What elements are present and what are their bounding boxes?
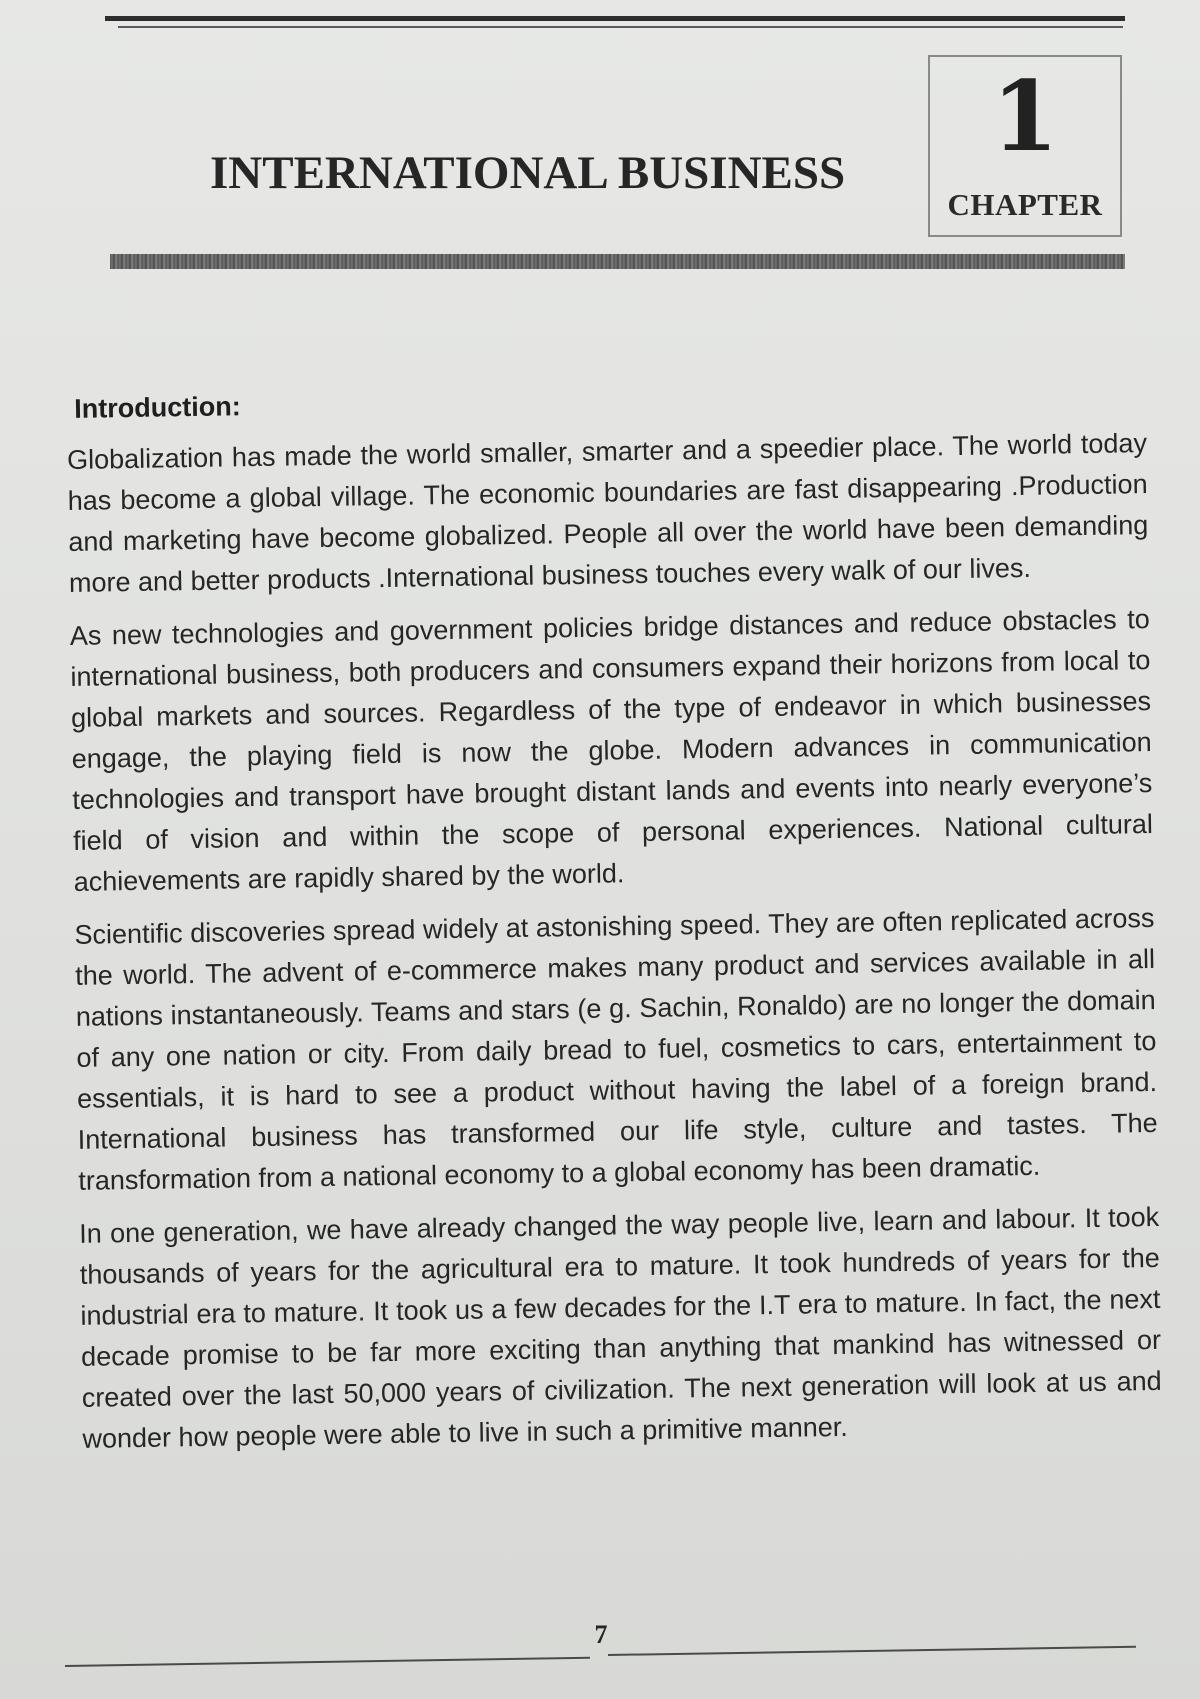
- top-rule-secondary: [118, 26, 1123, 28]
- chapter-label: CHAPTER: [947, 187, 1103, 222]
- paragraph: In one generation, we have already changed the way people live, learn and labour. It took thousands of years for the agricultural era to mature. It took hundreds of years for the industrial era to mature. It took us a few decades for the I.T era to mature. In fact, the next decade promise to be far more exciting than anything that mankind has witnessed or created over the last 50,000 years of civilization. The next generation will look at us and wonder how people were able to live in such a primitive manner.: [78, 1201, 1162, 1454]
- top-rule: [105, 16, 1125, 21]
- page-content: [66, 375, 1163, 1472]
- paragraph: Globalization has made the world smaller, smarter and a speedier place. The world today has become a global village. The economic boundaries are fast disappearing .Production and marketing have become globalized. People all over the world have been demanding more and better products .International business touches every walk of our lives.: [66, 428, 1149, 598]
- chapter-number: 1: [991, 60, 1059, 173]
- footer-rule-right: [608, 1646, 1136, 1656]
- heading-divider-bar: [110, 254, 1125, 269]
- page-number: 7: [594, 1620, 608, 1649]
- paragraph: Scientific discoveries spread widely at astonishing speed. They are often replicated across the world. The advent of e-commerce makes many product and services available in all nations instantaneously. Teams and stars (e g. Sachin, Ronaldo) are no longer the domain of any one nation or city. From daily bread to fuel, cosmetics to cars, entertainment to essentials, it is hard to see a product without having the label of a foreign brand. International business has transformed our life style, culture and tastes. The transformation from a national economy to a global economy has been dramatic.: [74, 902, 1158, 1196]
- paragraph: As new technologies and government policies bridge distances and reduce obstacles to international business, both producers and consumers expand their horizons from local to global markets and sources. Regardless of the type of endeavor in which businesses engage, the playing field is now the globe. Modern advances in communication technologies and transport have brought distant lands and events into nearly everyone’s field of vision and within the scope of personal experiences. National cultural achievements are rapidly shared by the world.: [69, 604, 1154, 897]
- footer-rule-left: [65, 1657, 590, 1667]
- chapter-title: INTERNATIONAL BUSINESS: [210, 147, 846, 199]
- chapter-box: [928, 55, 1122, 237]
- section-heading: Introduction:: [74, 391, 241, 424]
